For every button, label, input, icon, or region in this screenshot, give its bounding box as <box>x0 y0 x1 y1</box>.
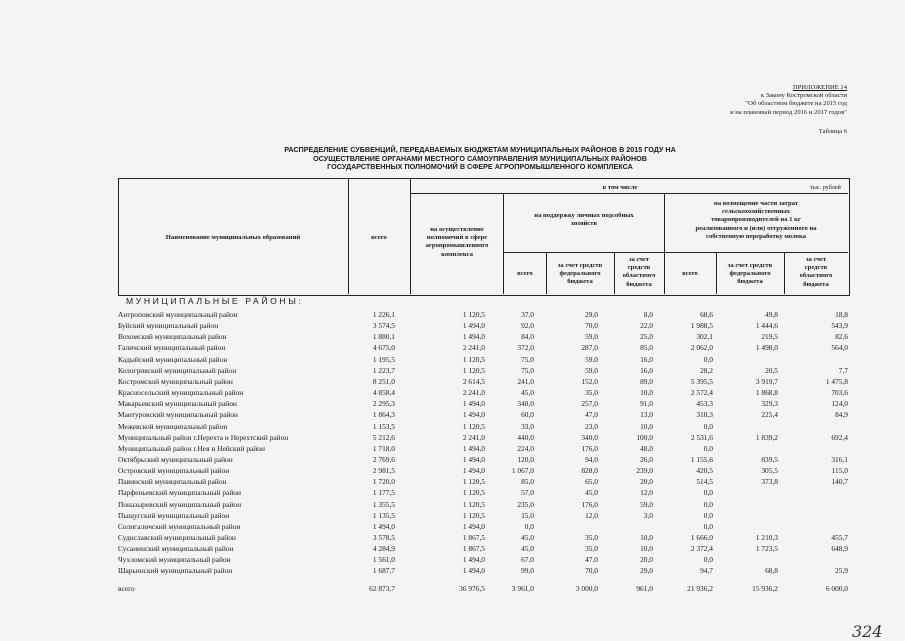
cell-h-all: 440,0 <box>517 432 534 442</box>
cell-h-fed: 59,0 <box>585 332 598 342</box>
cell-m-fed: 1 723,5 <box>755 544 778 554</box>
divider <box>503 252 848 253</box>
district-name: Островский муниципальный район <box>118 466 230 476</box>
table-row <box>0 533 905 543</box>
cell-h-fed: 47,0 <box>585 555 598 565</box>
cell-m-reg: 1 475,8 <box>825 376 848 386</box>
cell-powers: 1 494,0 <box>462 443 485 453</box>
header-fed-line-1: за счет средств <box>557 262 603 269</box>
cell-total: 1 720,0 <box>372 477 395 487</box>
cell-h-all: 60,0 <box>521 410 534 420</box>
cell-h-all: 37,0 <box>521 310 534 319</box>
cell-h-fed: 47,0 <box>585 410 598 420</box>
cell-m-fed: 49,8 <box>765 310 778 319</box>
cell-powers: 1 867,5 <box>462 533 485 542</box>
cell-h-reg: 10,0 <box>640 421 653 431</box>
cell-powers: 36 976,5 <box>459 583 485 593</box>
table-row <box>0 355 905 365</box>
cell-m-all: 21 936,2 <box>687 583 713 593</box>
cell-h-all: 57,0 <box>521 488 534 498</box>
cell-m-reg: 316,1 <box>831 454 848 464</box>
cell-h-all: 224,0 <box>517 443 534 453</box>
table-row <box>0 555 905 565</box>
header-powers-line-3: агропромышленного <box>425 242 489 250</box>
units-label: тыс. рублей <box>810 184 841 191</box>
cell-powers: 2 241,0 <box>462 432 485 442</box>
cell-h-fed: 257,0 <box>581 399 598 409</box>
cell-m-reg: 25,9 <box>835 566 848 576</box>
cell-powers: 1 494,0 <box>462 399 485 409</box>
cell-m-all: 514,5 <box>696 477 713 487</box>
cell-powers: 1 120,5 <box>462 365 485 375</box>
district-name: Кологривский муниципальный район <box>118 365 237 375</box>
grand-total-label: всего <box>118 583 135 593</box>
cell-m-reg: 543,9 <box>831 321 848 331</box>
header-powers-line-4: комплекса <box>441 250 473 258</box>
appendix-note <box>587 84 847 117</box>
table-row <box>0 433 905 443</box>
table-row <box>0 455 905 465</box>
appendix-law-line-1: к Закону Костромской области <box>760 92 847 100</box>
cell-m-reg: 82,6 <box>835 332 848 342</box>
cell-m-fed: 1 210,3 <box>755 533 778 542</box>
header-powers-line-1: на осуществление <box>430 226 484 233</box>
cell-h-all: 372,0 <box>517 343 534 353</box>
cell-h-all: 84,0 <box>521 332 534 342</box>
cell-m-fed: 329,3 <box>761 399 778 409</box>
title-line-2: ОСУЩЕСТВЛЕНИЕ ОРГАНАМИ МЕСТНОГО САМОУПРАВЛЕНИЯ МУНИЦИПАЛЬНЫХ РАЙОНОВ <box>313 153 647 163</box>
cell-m-reg: 648,9 <box>831 544 848 554</box>
cell-h-reg: 91,0 <box>640 399 653 409</box>
appendix-title: ПРИЛОЖЕНИЕ 14 <box>793 84 847 91</box>
district-name: Октябрьский муниципальный район <box>118 454 233 464</box>
cell-h-fed: 94,0 <box>585 454 598 464</box>
cell-total: 1 718,0 <box>372 443 395 453</box>
cell-h-all: 45,0 <box>521 533 534 542</box>
cell-total: 2 769,6 <box>372 454 395 464</box>
cell-h-reg: 29,0 <box>640 566 653 576</box>
cell-m-reg: 7,7 <box>838 365 848 375</box>
cell-powers: 2 614,5 <box>462 376 485 386</box>
cell-h-all: 15,0 <box>521 510 534 520</box>
cell-h-all: 75,0 <box>521 365 534 375</box>
header-reg-line-3: областного <box>799 272 833 280</box>
cell-h-all: 33,0 <box>521 421 534 431</box>
cell-h-all: 45,0 <box>521 388 534 398</box>
district-name: Галичский муниципальный район <box>118 343 226 353</box>
cell-m-reg: 84,9 <box>835 410 848 420</box>
district-name: Поназыревский муниципальный район <box>118 499 242 509</box>
cell-total: 2 981,5 <box>372 466 395 476</box>
cell-h-fed: 176,0 <box>581 499 598 509</box>
header-fed-line-2: федерального <box>729 270 771 278</box>
cell-m-all: 0,0 <box>703 421 713 431</box>
table-row <box>0 522 905 532</box>
cell-h-reg: 16,0 <box>640 354 653 364</box>
table-row <box>0 500 905 510</box>
cell-m-reg: 6 000,0 <box>825 583 848 593</box>
cell-m-fed: 1 839,2 <box>755 432 778 442</box>
cell-powers: 1 120,5 <box>462 499 485 509</box>
cell-powers: 1 494,0 <box>462 566 485 576</box>
district-name: Макарьевский муниципальный район <box>118 399 237 409</box>
cell-h-fed: 70,0 <box>585 566 598 576</box>
header-fed-line-3: бюджета <box>567 278 593 286</box>
table-row <box>0 399 905 409</box>
appendix-law-line-3: и на плановый период 2016 и 2017 годов" <box>730 108 847 116</box>
cell-powers: 1 120,5 <box>462 421 485 431</box>
cell-h-all: 3 961,0 <box>511 583 534 593</box>
cell-m-all: 0,0 <box>703 488 713 498</box>
cell-m-reg: 455,7 <box>831 533 848 542</box>
header-reg-line-3: областного <box>622 272 656 280</box>
cell-m-all: 2 531,6 <box>690 432 713 442</box>
cell-powers: 1 120,5 <box>462 354 485 364</box>
cell-total: 1 135,5 <box>372 510 395 520</box>
cell-total: 1 195,5 <box>372 354 395 364</box>
cell-m-all: 0,0 <box>703 499 713 509</box>
cell-m-all: 0,0 <box>703 510 713 520</box>
cell-powers: 2 241,0 <box>462 343 485 353</box>
table-row <box>0 488 905 498</box>
cell-h-fed: 45,0 <box>585 488 598 498</box>
header-milk <box>666 200 846 241</box>
table-row <box>0 388 905 398</box>
district-name: Солигаличский муниципальный район <box>118 521 241 531</box>
cell-total: 3 578,5 <box>372 533 395 542</box>
table-row <box>0 422 905 432</box>
header-fed-line-1: за счет средств <box>727 262 773 269</box>
cell-total: 1 494,0 <box>372 521 395 531</box>
cell-powers: 1 867,5 <box>462 544 485 554</box>
cell-total: 3 574,5 <box>372 321 395 331</box>
cell-powers: 2 241,0 <box>462 388 485 398</box>
header-powers <box>412 226 502 259</box>
cell-h-fed: 23,0 <box>585 421 598 431</box>
divider <box>410 178 411 294</box>
cell-total: 1 687,7 <box>372 566 395 576</box>
cell-h-fed: 176,0 <box>581 443 598 453</box>
cell-h-reg: 961,0 <box>636 583 653 593</box>
cell-m-fed: 68,8 <box>765 566 778 576</box>
cell-h-all: 67,0 <box>521 555 534 565</box>
table-row <box>0 343 905 353</box>
cell-powers: 1 494,0 <box>462 410 485 420</box>
cell-h-reg: 10,0 <box>640 544 653 554</box>
cell-h-reg: 59,0 <box>640 499 653 509</box>
cell-m-all: 28,2 <box>700 365 713 375</box>
cell-h-fed: 70,0 <box>585 321 598 331</box>
cell-h-reg: 20,0 <box>640 555 653 565</box>
cell-h-fed: 340,0 <box>581 432 598 442</box>
divider <box>664 193 665 294</box>
header-milk-total: всего <box>682 270 698 277</box>
header-reg-line-4: бюджета <box>803 280 829 288</box>
header-reg-line-1: за счет <box>805 256 827 263</box>
cell-h-fed: 152,0 <box>581 376 598 386</box>
cell-h-all: 92,0 <box>521 321 534 331</box>
appendix-law-line-2: "Об областном бюджете на 2015 год <box>745 100 847 108</box>
table-row <box>0 566 905 576</box>
cell-h-all: 348,0 <box>517 399 534 409</box>
cell-m-all: 2 372,4 <box>690 544 713 554</box>
cell-m-reg: 124,0 <box>831 399 848 409</box>
cell-h-reg: 3,0 <box>643 510 653 520</box>
section-label: МУНИЦИПАЛЬНЫЕ РАЙОНЫ: <box>126 296 304 306</box>
district-name: Мантуровский муниципальный район <box>118 410 238 420</box>
cell-powers: 1 120,5 <box>462 510 485 520</box>
header-reg-line-2: средств <box>627 264 651 272</box>
cell-h-reg: 26,0 <box>640 454 653 464</box>
cell-total: 4 858,4 <box>372 388 395 398</box>
header-household-regional <box>615 256 663 289</box>
table-number: Таблица 6 <box>818 128 847 135</box>
cell-m-all: 2 062,0 <box>690 343 713 353</box>
cell-m-reg: 703,6 <box>831 388 848 398</box>
cell-m-fed: 15 936,2 <box>752 583 778 593</box>
cell-h-reg: 20,0 <box>640 477 653 487</box>
cell-m-all: 310,3 <box>696 410 713 420</box>
header-milk-federal <box>717 262 783 287</box>
cell-total: 1 880,1 <box>372 332 395 342</box>
cell-h-all: 120,0 <box>517 454 534 464</box>
title-line-3: ГОСУДАРСТВЕННЫХ ПОЛНОМОЧИЙ В СФЕРЕ АГРОПРОМЫШЛЕННОГО КОМПЛЕКСА <box>327 162 633 172</box>
header-reg-line-4: бюджета <box>626 280 652 288</box>
cell-h-fed: 287,0 <box>581 343 598 353</box>
header-milk-line-1: на возмещение части затрат <box>714 200 798 207</box>
cell-total: 1 561,0 <box>372 555 395 565</box>
cell-h-reg: 100,0 <box>636 432 653 442</box>
cell-m-reg: 564,0 <box>831 343 848 353</box>
grand-total-row <box>0 584 905 594</box>
table-row <box>0 410 905 420</box>
cell-m-all: 94,7 <box>700 566 713 576</box>
cell-h-reg: 85,0 <box>640 343 653 353</box>
header-reg-line-1: за счет <box>628 256 650 263</box>
table-row <box>0 366 905 376</box>
cell-m-reg: 18,8 <box>835 310 848 319</box>
cell-h-fed: 35,0 <box>585 544 598 554</box>
cell-powers: 1 494,0 <box>462 332 485 342</box>
header-milk-line-2: сельскохозяйственных <box>722 208 790 216</box>
cell-m-fed: 219,5 <box>761 332 778 342</box>
cell-total: 4 284,9 <box>372 544 395 554</box>
cell-h-reg: 25,0 <box>640 332 653 342</box>
cell-m-all: 420,5 <box>696 466 713 476</box>
header-household-line-2: хозяйств <box>570 220 598 228</box>
district-name: Чухломский муниципальный район <box>118 555 231 565</box>
cell-h-reg: 48,0 <box>640 443 653 453</box>
divider <box>503 193 504 294</box>
cell-m-fed: 305,5 <box>761 466 778 476</box>
cell-total: 2 295,3 <box>372 399 395 409</box>
cell-m-reg: 115,0 <box>831 466 848 476</box>
cell-total: 8 251,0 <box>372 376 395 386</box>
header-household-federal <box>547 262 613 287</box>
cell-m-fed: 225,4 <box>761 410 778 420</box>
cell-m-reg: 140,7 <box>831 477 848 487</box>
cell-powers: 1 494,0 <box>462 521 485 531</box>
cell-m-all: 1 666,0 <box>690 533 713 542</box>
cell-h-all: 85,0 <box>521 477 534 487</box>
cell-h-fed: 35,0 <box>585 533 598 542</box>
cell-h-all: 99,0 <box>521 566 534 576</box>
district-name: Кадыйский муниципальный район <box>118 354 228 364</box>
cell-h-all: 1 067,0 <box>511 466 534 476</box>
cell-h-reg: 16,0 <box>640 365 653 375</box>
district-name: Шарьинский муниципальный район <box>118 566 233 576</box>
cell-m-all: 2 572,4 <box>690 388 713 398</box>
cell-h-reg: 10,0 <box>640 388 653 398</box>
table-row <box>0 544 905 554</box>
district-name: Сусанинский муниципальный район <box>118 544 234 554</box>
cell-h-all: 45,0 <box>521 544 534 554</box>
cell-h-all: 0,0 <box>524 521 534 531</box>
cell-m-fed: 1 444,6 <box>755 321 778 331</box>
header-household-total: всего <box>517 270 533 277</box>
district-name: Парфеньевский муниципальный район <box>118 488 241 498</box>
table-row <box>0 310 905 320</box>
district-name: Буйский муниципальный район <box>118 321 219 331</box>
cell-h-fed: 828,0 <box>581 466 598 476</box>
cell-m-fed: 3 919,7 <box>755 376 778 386</box>
cell-total: 4 675,0 <box>372 343 395 353</box>
district-name: Павинский муниципальный район <box>118 477 227 487</box>
district-name: Антроповский муниципальный район <box>118 310 238 319</box>
cell-h-fed: 65,0 <box>585 477 598 487</box>
cell-m-all: 1 988,5 <box>690 321 713 331</box>
district-name: Костромской муниципальный район <box>118 376 233 386</box>
cell-m-fed: 373,8 <box>761 477 778 487</box>
cell-h-reg: 89,0 <box>640 376 653 386</box>
title-line-1: РАСПРЕДЕЛЕНИЕ СУБВЕНЦИЙ, ПЕРЕДАВАЕМЫХ БЮДЖЕТАМ МУНИЦИПАЛЬНЫХ РАЙОНОВ В 2015 ГОДУ НА <box>284 145 676 154</box>
table-row <box>0 477 905 487</box>
cell-m-all: 302,1 <box>696 332 713 342</box>
cell-m-reg: 692,4 <box>831 432 848 442</box>
cell-m-all: 0,0 <box>703 443 713 453</box>
cell-h-all: 241,0 <box>517 376 534 386</box>
cell-powers: 1 120,5 <box>462 477 485 487</box>
page-number: 324 <box>852 622 883 641</box>
cell-m-all: 5 395,5 <box>690 376 713 386</box>
cell-powers: 1 120,5 <box>462 488 485 498</box>
header-milk-line-3: товаропроизводителей на 1 кг <box>711 216 801 224</box>
cell-m-fed: 1 868,8 <box>755 388 778 398</box>
cell-total: 1 355,5 <box>372 499 395 509</box>
cell-h-reg: 239,0 <box>636 466 653 476</box>
cell-m-all: 0,0 <box>703 354 713 364</box>
district-name: Вохомский муниципальный район <box>118 332 227 342</box>
header-household <box>505 212 663 228</box>
cell-h-fed: 3 000,0 <box>575 583 598 593</box>
district-name: Пыщугский муниципальный район <box>118 510 230 520</box>
cell-h-reg: 13,0 <box>640 410 653 420</box>
cell-h-all: 235,0 <box>517 499 534 509</box>
divider <box>348 178 349 294</box>
header-milk-line-5: собственную переработку молока <box>706 232 806 240</box>
cell-h-fed: 35,0 <box>585 388 598 398</box>
cell-total: 1 864,3 <box>372 410 395 420</box>
district-name: Судиславский муниципальный район <box>118 533 236 542</box>
cell-h-fed: 59,0 <box>585 354 598 364</box>
cell-total: 62 873,7 <box>369 583 395 593</box>
header-total: всего <box>371 234 387 241</box>
cell-m-fed: 1 498,0 <box>755 343 778 353</box>
header-milk-line-4: реализованного и (или) отгруженного на <box>695 224 817 232</box>
district-name: Муниципальный район г.Нерехта и Нерехтский район <box>118 432 289 442</box>
cell-powers: 1 494,0 <box>462 466 485 476</box>
document-title <box>250 146 710 172</box>
cell-h-fed: 12,0 <box>585 510 598 520</box>
cell-total: 5 212,6 <box>372 432 395 442</box>
cell-h-all: 75,0 <box>521 354 534 364</box>
header-fed-line-2: федерального <box>559 270 601 278</box>
cell-m-fed: 839,5 <box>761 454 778 464</box>
cell-m-all: 68,6 <box>700 310 713 319</box>
cell-powers: 1 494,0 <box>462 321 485 331</box>
cell-h-fed: 29,0 <box>585 310 598 319</box>
cell-powers: 1 120,5 <box>462 310 485 319</box>
table-row <box>0 511 905 521</box>
table-row <box>0 444 905 454</box>
divider <box>410 193 848 194</box>
cell-powers: 1 494,0 <box>462 454 485 464</box>
header-reg-line-2: средств <box>804 264 828 272</box>
header-fed-line-3: бюджета <box>737 278 763 286</box>
table-row <box>0 466 905 476</box>
cell-h-reg: 12,0 <box>640 488 653 498</box>
header-household-line-1: на поддержку личных подсобных <box>534 212 634 219</box>
district-name: Красносельский муниципальный район <box>118 388 244 398</box>
cell-h-reg: 22,0 <box>640 321 653 331</box>
header-including: в том числе <box>602 184 638 191</box>
district-name: Муниципальный район г.Нея и Нейский район <box>118 443 265 453</box>
table-row <box>0 332 905 342</box>
header-powers-line-2: полномочий в сфере <box>426 234 488 242</box>
cell-total: 1 226,1 <box>372 310 395 319</box>
header-name: Наименование муниципальных образований <box>165 234 301 241</box>
cell-h-reg: 8,0 <box>643 310 653 319</box>
cell-powers: 1 494,0 <box>462 555 485 565</box>
cell-m-all: 0,0 <box>703 521 713 531</box>
cell-m-all: 1 155,6 <box>690 454 713 464</box>
table-row <box>0 321 905 331</box>
table-row <box>0 377 905 387</box>
cell-m-all: 453,3 <box>696 399 713 409</box>
header-milk-regional <box>785 256 847 289</box>
cell-m-all: 0,0 <box>703 555 713 565</box>
cell-total: 1 177,5 <box>372 488 395 498</box>
cell-total: 1 153,5 <box>372 421 395 431</box>
cell-total: 1 223,7 <box>372 365 395 375</box>
district-name: Межевской муниципальный район <box>118 421 228 431</box>
cell-h-fed: 59,0 <box>585 365 598 375</box>
cell-h-reg: 10,0 <box>640 533 653 542</box>
cell-m-fed: 20,5 <box>765 365 778 375</box>
